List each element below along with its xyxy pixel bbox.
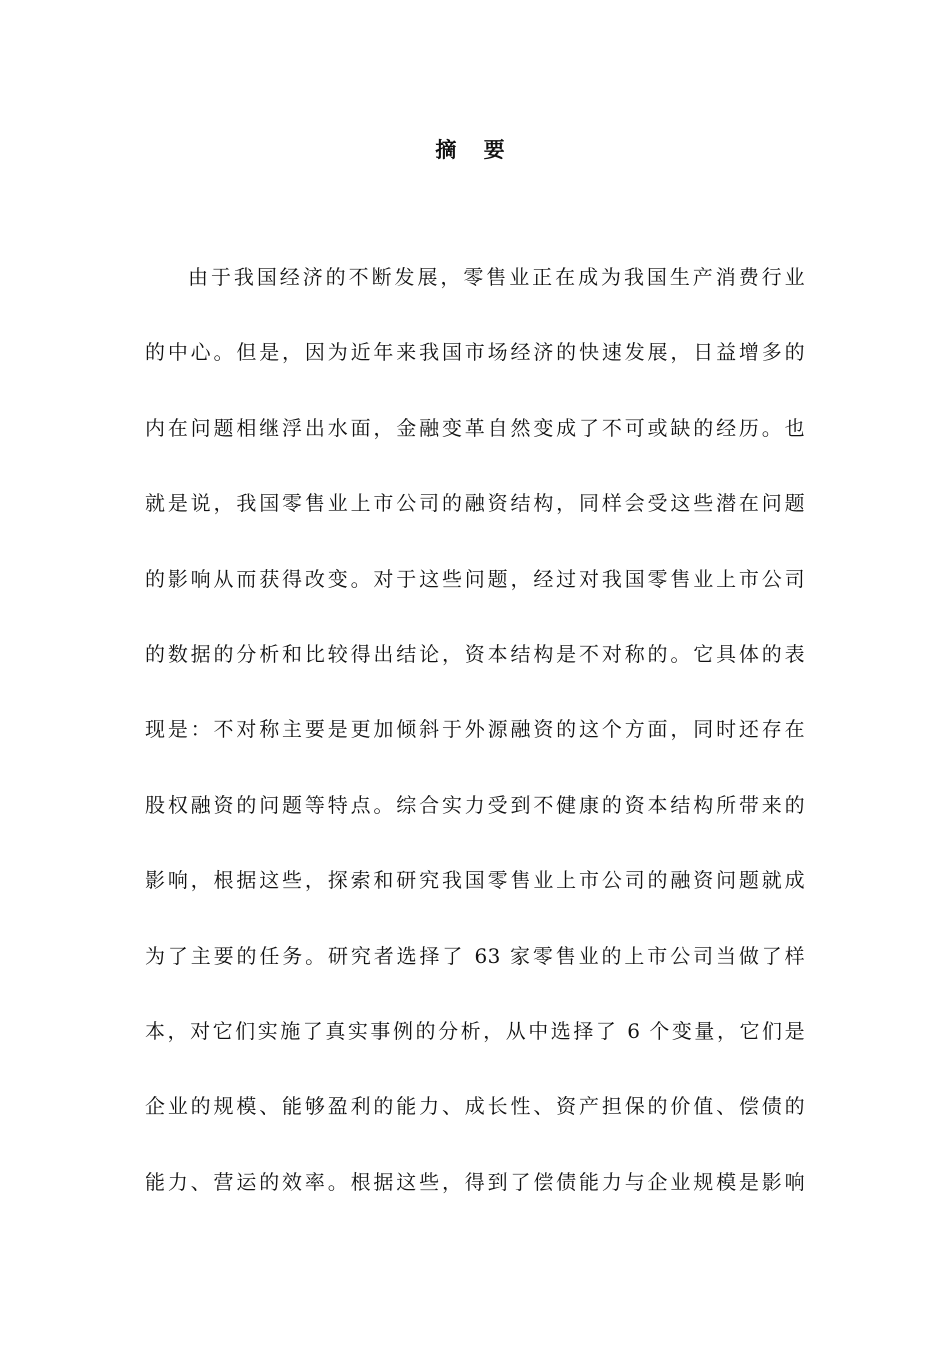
- abstract-body: [145, 256, 805, 1236]
- abstract-title: 摘 要: [435, 137, 515, 162]
- abstract-line: 内在问题相继浮出水面，金融变革自然变成了不可或缺的经历。也: [145, 415, 805, 440]
- abstract-line: 本，对它们实施了真实事例的分析，从中选择了 6 个变量，它们是: [145, 1018, 805, 1043]
- abstract-line: 现是：不对称主要是更加倾斜于外源融资的这个方面，同时还存在: [145, 717, 805, 742]
- abstract-line: 为了主要的任务。研究者选择了 63 家零售业的上市公司当做了样: [145, 943, 805, 968]
- abstract-line: 就是说，我国零售业上市公司的融资结构，同样会受这些潜在问题: [145, 491, 805, 516]
- abstract-line: 影响，根据这些，探索和研究我国零售业上市公司的融资问题就成: [145, 868, 805, 893]
- abstract-line: 的影响从而获得改变。对于这些问题，经过对我国零售业上市公司: [145, 566, 805, 591]
- abstract-line: 由于我国经济的不断发展，零售业正在成为我国生产消费行业: [188, 265, 805, 289]
- abstract-line: 能力、营运的效率。根据这些，得到了偿债能力与企业规模是影响: [145, 1169, 805, 1194]
- abstract-line: 股权融资的问题等特点。综合实力受到不健康的资本结构所带来的: [145, 792, 805, 817]
- abstract-line: 的数据的分析和比较得出结论，资本结构是不对称的。它具体的表: [145, 641, 805, 666]
- abstract-line: 的中心。但是，因为近年来我国市场经济的快速发展，日益增多的: [145, 340, 805, 365]
- abstract-line: 企业的规模、能够盈利的能力、成长性、资产担保的价值、偿债的: [145, 1094, 805, 1119]
